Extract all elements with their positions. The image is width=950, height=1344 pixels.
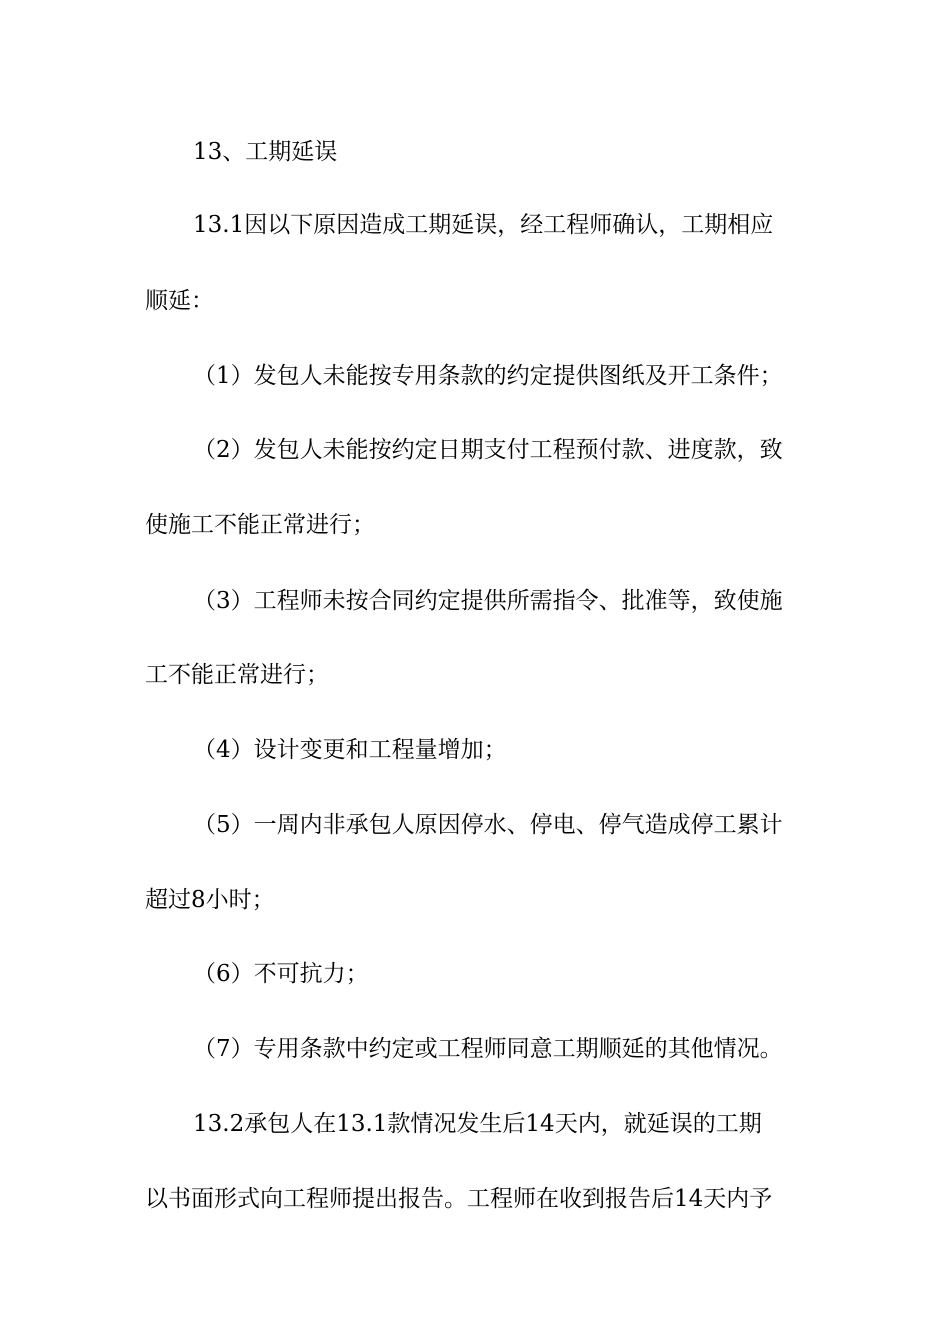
list-item-line: （5）一周内非承包人原因停水、停电、停气造成停工累计 [193,812,783,838]
list-item-line: （1）发包人未能按专用条款的约定提供图纸及开工条件； [193,363,783,389]
list-item-line: （6）不可抗力； [193,961,369,987]
list-item-line: 超过8小时； [145,887,275,913]
list-item-line: （3）工程师未按合同约定提供所需指令、批准等，致使施 [193,588,783,614]
list-item-line: （2）发包人未能按约定日期支付工程预付款、进度款，致 [193,437,783,463]
paragraph-line: 13.1因以下原因造成工期延误，经工程师确认，工期相应 [193,212,774,238]
paragraph-line: 13.2承包人在13.1款情况发生后14天内，就延误的工期 [193,1111,762,1137]
paragraph-line: 顺延： [145,288,214,314]
list-item-line: （4）设计变更和工程量增加； [193,737,507,763]
paragraph-line: 以书面形式向工程师提出报告。工程师在收到报告后14天内予 [145,1186,773,1212]
list-item-line: 工不能正常进行； [145,662,329,688]
list-item-line: 使施工不能正常进行； [145,512,375,538]
section-heading: 13、工期延误 [193,139,338,165]
list-item-line: （7）专用条款中约定或工程师同意工期顺延的其他情况。 [193,1036,783,1062]
